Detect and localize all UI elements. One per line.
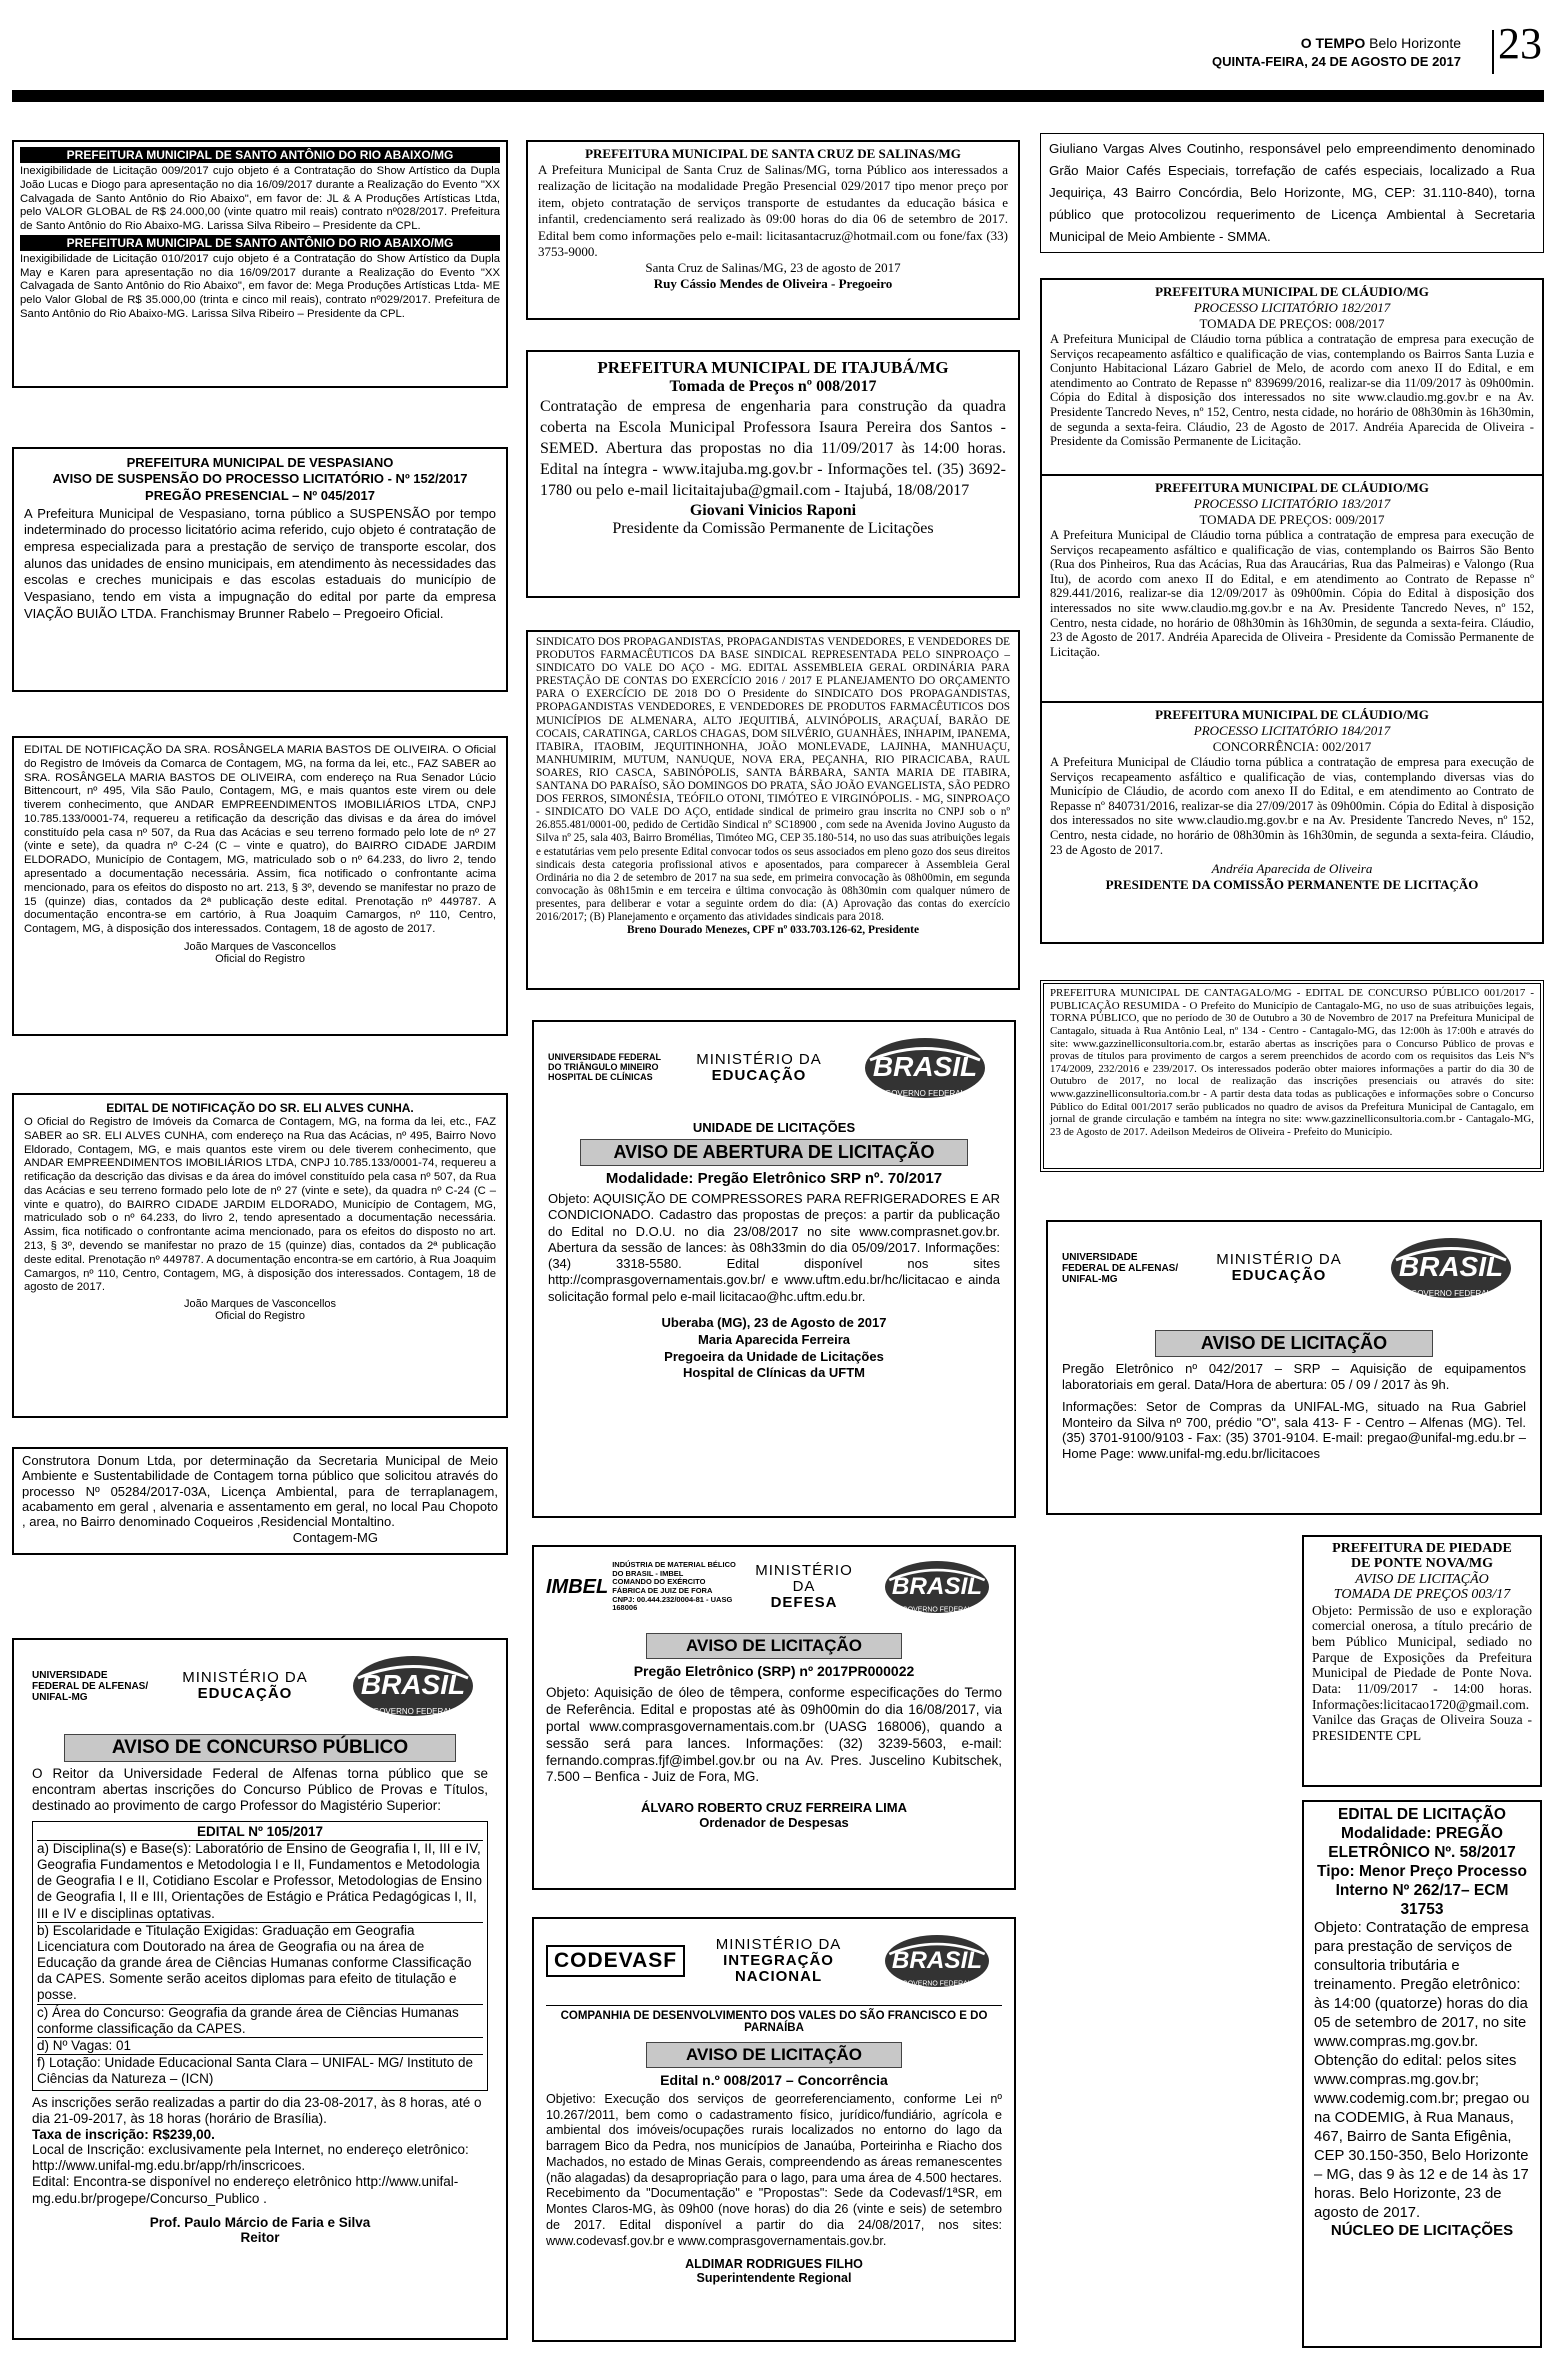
org-line: FÁBRICA DE JUIZ DE FORA — [612, 1586, 713, 1595]
signature-name: Andréia Aparecida de Oliveira — [1211, 861, 1373, 877]
ad-subtitle: PREGÃO PRESENCIAL – Nº 045/2017 — [145, 487, 375, 503]
logo-row — [546, 1925, 1002, 1997]
edital-table — [32, 1821, 488, 2091]
imbel-logo-icon: IMBEL — [546, 1575, 609, 1598]
item-d: d) Nº Vagas: 01 — [37, 2037, 483, 2054]
signature-name: ALDIMAR RODRIGUES FILHO — [685, 2257, 863, 2272]
processo: PROCESSO LICITATÓRIO 183/2017 — [1193, 496, 1391, 511]
header-divider — [1492, 30, 1494, 74]
signature-role: Superintendente Regional — [696, 2271, 852, 2286]
item-b: b) Escolaridade e Titulação Exigidas: Graduação em Geografia Licenciatura com Doutorado na área de Geografia ou na área de Educação da grande área de Ciências Humanas conforme Classificação da CAPES. Somente serão aceitos diplomas para efeito de titulação e posse. — [37, 1922, 483, 2004]
ad-body: Objeto: Permissão de uso e exploração comercial onerosa, a título precário de bem Público Municipal, sediado no Parque de Exposições da Prefeitura Municipal de Piedade de Ponte Nova. Data: 11/09/2017 - 14:00 horas. Informações:licitacao1720@gmail.com. Vanilce das Graças de Oliveira Souza - PRESIDENTE CPL — [1312, 1602, 1532, 1743]
brasil-logo-icon — [850, 1032, 1000, 1104]
ad-title: PREFEITURA MUNICIPAL DE CLÁUDIO/MG — [1155, 707, 1429, 722]
ad-santo-antonio — [12, 140, 508, 388]
ad-title: PREFEITURA MUNICIPAL DE ITAJUBÁ/MG — [597, 358, 949, 377]
svg-text:GOVERNO FEDERAL: GOVERNO FEDERAL — [884, 1089, 966, 1098]
signature-name: Giovani Vinicios Raponi — [689, 501, 857, 519]
ministry-label: MINISTÉRIO DA EDUCAÇÃO — [1216, 1251, 1342, 1284]
item-c: c) Área do Concurso: Geografia da grande área de Ciências Humanas conforme classificação da CAPES. — [37, 2004, 483, 2037]
ad-date: Uberaba (MG), 23 de Agosto de 2017 — [661, 1314, 887, 1330]
modalidade: CONCORRÊNCIA: 002/2017 — [1212, 739, 1372, 754]
ad-subtitle: AVISO DE LICITAÇÃO — [1355, 1571, 1489, 1587]
aviso-heading: AVISO DE ABERTURA DE LICITAÇÃO — [580, 1139, 969, 1166]
pregao: Pregão Eletrônico (SRP) nº 2017PR000022 — [633, 1663, 915, 1679]
modalidade: Modalidade: Pregão Eletrônico SRP nº. 70/2017 — [605, 1170, 943, 1187]
ad-body: A Prefeitura Municipal de Cláudio torna pública a contratação de empresa para execução de Serviços recapeamento asfáltico e qualificação de vias, contemplando diversas vias do Município de Cláudio, de acordo com anexo II do Edital, e em atendimento ao Contrato de Repasse nº 840731/2016, realizar-se dia 27/09/2017 às 09h00min. Cópia do Edital à disposição dos interessados no site www.claudio.mg.gov.br e na Av. Presidente Tancredo Neves, nº 152, Centro, nesta cidade, no horário de 08h30min às 16h30min, de segunda a sexta-feira. Cláudio, 23 de Agosto de 2017. — [1050, 755, 1534, 857]
university-name: UNIVERSIDADE FEDERAL DE ALFENAS/ UNIFAL-MG — [32, 1669, 149, 1703]
claudio-item — [1042, 476, 1542, 703]
aviso-heading: AVISO DE LICITAÇÃO — [1155, 1330, 1433, 1357]
ad-title: PREFEITURA MUNICIPAL DE CLÁUDIO/MG — [1155, 284, 1429, 299]
ad-title: PREFEITURA MUNICIPAL DE SANTO ANTÔNIO DO RIO ABAIXO/MG — [20, 235, 500, 251]
item-a: a) Disciplina(s) e Base(s): Laboratório de Ensino de Geografia I, II, III e IV, Geografia Fundamentos e Metodologia I e II, Fundamentos e Metodologia de Geografia I e II, Cotidiano Escolar e Professor, Metodologias de Ensino de Geografia I, II e III, Orientações de Estágio e Prática Pedagógicas I, II, III e IV e disciplinas optativas. — [37, 1840, 483, 1921]
processo: PROCESSO LICITATÓRIO 182/2017 — [1193, 300, 1391, 315]
ad-body: Pregão Eletrônico nº 042/2017 – SRP – Aquisição de equipamentos laboratoriais em geral. Data/Hora de abertura: 05 / 09 / 2017 às 9h. — [1062, 1361, 1526, 1392]
ad-unifal-pregao — [1046, 1220, 1542, 1515]
signature: NÚCLEO DE LICITAÇÕES — [1330, 2222, 1514, 2240]
ad-body: Contratação de empresa de engenharia para construção da quadra coberta na Escola Municipal Professora Isaura Pereira dos Santos - SEMED. Abertura das propostas no dia 11/09/2017 às 14:00 horas. Edital na íntegra - www.itajuba.mg.gov.br - Informações tel. (35) 3692-1780 ou pelo e-mail licitaitajuba@gmail.com - Itajubá, 18/08/2017 — [540, 398, 1006, 500]
signature: Contagem-MG — [292, 1529, 378, 1545]
svg-text:GOVERNO FEDERAL: GOVERNO FEDERAL — [372, 1707, 454, 1716]
brasil-logo-icon — [872, 1551, 1002, 1623]
ad-title: PREFEITURA MUNICIPAL DE VESPASIANO — [126, 455, 394, 470]
ministry-label: MINISTÉRIO DA EDUCAÇÃO — [696, 1051, 822, 1084]
org-line: COMANDO DO EXÉRCITO — [612, 1577, 706, 1587]
ministry-label: MINISTÉRIO DA DEFESA — [755, 1562, 853, 1611]
aviso-heading: AVISO DE LICITAÇÃO — [646, 1633, 901, 1659]
ad-body: Objeto: Contratação de empresa para prestação de serviços de consultoria tributária e treinamento. Pregão eletrônico: às 14:00 (quatorze) horas do dia 05 de setembro de 2017, no site www.compras.mg.gov.br. Obtenção do edital: pelos sites www.compras.mg.gov.br; www.codemig.com.br; pregao ou na CODEMIG, à Rua Manaus, 467, Bairro de Santa Efigênia, CEP 30.150-350, Belo Horizonte – MG, das 9 às 12 e de 14 às 17 horas. Belo Horizonte, 23 de agosto de 2017. — [1314, 1920, 1530, 2221]
ad-intro: O Reitor da Universidade Federal de Alfenas torna público que se encontram abertas inscrições do Concurso Público de Provas e Títulos, destinado ao provimento de cargo Professor do Magistério Superior: — [32, 1766, 488, 1814]
ad-edital-rosangela — [12, 736, 508, 1036]
ministry-label: MINISTÉRIO DA EDUCAÇÃO — [182, 1669, 308, 1702]
item-f: f) Lotação: Unidade Educacional Santa Clara – UNIFAL- MG/ Instituto de Ciências da Natureza – (ICN) — [37, 2054, 483, 2087]
ad-body: O Oficial do Registro de Imóveis da Comarca de Contagem, MG, na forma da lei, etc., FAZ SABER ao SR. ELI ALVES CUNHA, com endereço na Rua das Acácias, nº 495, Bairro Novo Eldorado, Contagem, MG, e mais quantos este virem ou dele tiverem conhecimento, que ANDAR EMPREENDIMENTOS IMOBILIÁRIOS LTDA, CNPJ 10.785.133/0001-74, requereu a retificação da descrição das divisas e da área do imóvel constituído pela casa nº 507, da Rua das Acácias e seu terreno formado pelo lote de nº 27 (vinte e sete), da quadra nº C-24 (C – vinte e quatro), do BAIRRO CIDADE JARDIM ELDORADO, Município de Contagem, MG, matriculado sob o nº 64.233, do livro 2, tendo apresentado a documentação necessária. Assim, fica notificado o confrontante acima mencionado, para os efeitos do disposto no art. 213, § 3º, devendo se manifestar no prazo de 15 (quinze) dias, contados da 2ª publicação deste edital. Prenotação nº 449787. A documentação encontra-se em cartório, à Rua Joaquim Camargos, nº 110, Centro, Contagem, MG, à disposição dos interessados. Contagem, 18 de agosto de 2017. — [24, 1116, 496, 1294]
ad-cantagalo — [1040, 980, 1544, 1172]
logo-row — [32, 1646, 488, 1726]
signature-role: PRESIDENTE DA COMISSÃO PERMANENTE DE LICITAÇÃO — [1105, 877, 1479, 893]
ad-piedade — [1302, 1535, 1542, 1787]
ad-uftm — [532, 1020, 1016, 1518]
taxa: Taxa de inscrição: R$239,00. — [32, 2126, 215, 2142]
ad-donum — [12, 1447, 508, 1555]
ad-body: Construtora Donum Ltda, por determinação da Secretaria Municipal de Meio Ambiente e Sustentabilidade de Contagem torna público que solicitou através do processo Nº 05284/2017-03A, Licença Ambiental, para de terraplanagem, acabamento em geral , alvenaria e assentamento em geral, no local Pau Chopoto , area, no Bairro denominado Coqueiros ,Residencial Montaltino. — [22, 1453, 498, 1530]
ad-codemig — [1302, 1800, 1542, 2348]
ad-body: Inexigibilidade de Licitação 009/2017 cujo objeto é a Contratação do Show Artístico da Dupla João Lucas e Diogo para apresentação no dia 16/09/2017 durante a Realização do Evento "XX Calvagada de Santo Antônio do Rio Abaixo", em favor de: JL & A Produções Artísticas Ltda, pelo VALOR GLOBAL de R$ 24.000,00 (vinte quatro mil reais) contrato nº028/2017. Prefeitura de Santo Antônio do Rio Abaixo-MG. Larissa Silva Ribeiro – Presidente da CPL. — [20, 165, 500, 233]
ad-body: PREFEITURA MUNICIPAL DE CANTAGALO/MG - EDITAL DE CONCURSO PÚBLICO 001/2017 - PUBLICAÇÃO RESUMIDA - O Prefeito do Município de Cantagalo-MG, no uso de suas atribuições legais, TORNA PÚBLICO, que no período de 30 de Outubro a 30 de Novembro de 2017 na Prefeitura Municipal de Cantagalo, situada à Rua Antônio Leal, nº 134 - Centro - Cantagalo-MG, das 12:00h às 17:00h e através do site: www.gazzinelliconsultoria.com.br, estarão abertas as inscrições para o Concurso Público de provas e provas de títulos para provimento de cargos a serem preenchidos de acordo com os requisitos das Leis Nºs 174/2009, 232/2016 e 239/2017. Os interessados poderão obter maiores informações a partir do dia 30 de Outubro de 2017, no local de realização das inscrições presenciais ou através do site: www.gazzinelliconsultoria.com.br - A partir desta data todas as publicações e informações sobre o Concurso Público do Edital 001/2017 serão publicados no quadro de avisos da Prefeitura Municipal de Cantagalo, em jornal de grande circulação e também na íntegra no site: www.gazzinelliconsultoria.com.br - Cantagalo-MG, 23 de Agosto de 2017. Adeilson Medeiros de Oliveira - Prefeito do Município. — [1050, 987, 1534, 1139]
svg-text:BRASIL: BRASIL — [891, 1946, 983, 1974]
ad-imbel — [532, 1545, 1016, 1890]
signature-role: Oficial do Registro — [215, 1310, 305, 1323]
svg-text:GOVERNO FEDERAL: GOVERNO FEDERAL — [902, 1606, 972, 1614]
university-name: UNIVERSIDADE FEDERAL DO TRIÂNGULO MINEIRO HOSPITAL DE CLÍNICAS — [548, 1052, 661, 1082]
brasil-logo-icon — [338, 1650, 488, 1722]
ad-info: Informações: Setor de Compras da UNIFAL-MG, situado na Rua Gabriel Monteiro da Silva nº 700, prédio "O", sala 413- F - Centro – Alfenas (MG). Tel. (35) 3701-9100/9103 - Fax: (35) 3701-9104. E-mail: pregao@unifal-mg.edu.br – Home Page: www.unifal-mg.edu.br/licitacoes — [1062, 1398, 1526, 1462]
ad-itajuba — [526, 350, 1020, 598]
ad-title: PREFEITURA MUNICIPAL DE SANTA CRUZ DE SALINAS/MG — [585, 146, 961, 161]
ad-title: EDITAL DE NOTIFICAÇÃO DO SR. ELI ALVES CUNHA. — [106, 1101, 414, 1115]
ministry-label: MINISTÉRIO DA INTEGRAÇÃO NACIONAL — [715, 1936, 842, 1985]
signature-role: Oficial do Registro — [215, 952, 305, 965]
edital-number: Edital n.º 008/2017 – Concorrência — [660, 2072, 888, 2088]
ad-title: DE PONTE NOVA/MG — [1350, 1556, 1494, 1572]
ad-body: Objeto: Aquisição de óleo de têmpera, conforme especificações do Termo de Referência. Edital e propostas até às 09h00min do dia 16/08/2017, via portal www.comprasgovernamentais.com.br (UASG 168006), quando a sessão será para lances. Informações: (32) 3239-5603, e-mail: fernando.compras.fjf@imbel.gov.br ou na Av. Pres. Juscelino Kubitschek, 7.500 – Benfica - Juiz de Fora, MG. — [546, 1685, 1002, 1785]
svg-text:BRASIL: BRASIL — [872, 1051, 978, 1082]
ad-claudio — [1040, 278, 1544, 944]
ad-body: A Prefeitura Municipal de Vespasiano, torna público a SUSPENSÃO por tempo indeterminado do processo licitatório acima referido, cujo objeto é contratação de empresa especializada para a prestação de serviço de transporte escolar, dos alunos das unidades de ensino municipais, em atendimento às necessidades das escolas e creches municipais e das escolas estaduais do município de Vespasiano, tendo em vista a impugnação do edital por parte da empresa VIAÇÃO BUIÃO LTDA. Franchismay Brunner Rabelo – Pregoeiro Oficial. — [24, 505, 496, 621]
ad-title: PREFEITURA MUNICIPAL DE CLÁUDIO/MG — [1155, 480, 1429, 495]
ad-title: EDITAL DE LICITAÇÃO Modalidade: PREGÃO ELETRÔNICO Nº. 58/2017 Tipo: Menor Preço Processo Interno Nº 262/17– ECM 31753 — [1317, 1806, 1527, 1918]
signature-name: ÁLVARO ROBERTO CRUZ FERREIRA LIMA — [640, 1800, 907, 1816]
ad-giuliano — [1040, 133, 1544, 253]
local-inscricao: Local de Inscrição: exclusivamente pela Internet, no endereço eletrônico: http://www.unifal-mg.edu.br/app/rh/inscricoes. — [32, 2141, 469, 2174]
ad-date: Santa Cruz de Salinas/MG, 23 de agosto de 2017 — [645, 260, 901, 276]
paper-name: O TEMPO — [1300, 35, 1366, 51]
ad-body: A Prefeitura Municipal de Cláudio torna pública a contratação de empresa para execução de Serviços recapeamento asfáltico e qualificação de vias, contemplando os Bairros Santa Luzia e Conjunto Habitacional Lázaro Gabriel de Melo, de acordo com anexo II do Edital, e em atendimento ao Contrato de Repasse nº 839699/2016, realizar-se dia 11/09/2017 às 09h00min. Cópia do Edital à disposição dos interessados no site www.claudio.mg.gov.br e na Av. Presidente Tancredo Neves, nº 152, Centro, nesta cidade, no horário de 08h30min às 16h30min, de segunda a sexta-feira. Cláudio, 23 de Agosto de 2017. Andréia Aparecida de Oliveira - Presidente da Comissão Permanente de Licitação. — [1050, 332, 1534, 449]
brasil-logo-icon — [1376, 1232, 1526, 1304]
unit-label: UNIDADE DE LICITAÇÕES — [692, 1120, 856, 1135]
modalidade: TOMADA DE PREÇOS: 009/2017 — [1199, 512, 1385, 527]
aviso-heading: AVISO DE LICITAÇÃO — [646, 2042, 901, 2068]
svg-text:GOVERNO FEDERAL: GOVERNO FEDERAL — [1410, 1289, 1492, 1298]
signature-role: Ordenador de Despesas — [699, 1815, 849, 1831]
paper-date: QUINTA-FEIRA, 24 DE AGOSTO DE 2017 — [1212, 53, 1461, 69]
org-line: CNPJ: 00.444.232/0004-81 - UASG 168006 — [612, 1594, 733, 1613]
ad-body: A Prefeitura Municipal de Santa Cruz de Salinas/MG, torna Público aos interessados a realização de licitação na modalidade Pregão Presencial 029/2017 tipo menor preço por item, objeto contratação de serviços transporte de estudantes da educação básica e infantil, credenciamento será realizado às 09:00 horas do dia 06 de setembro de 2017. Edital bem como informações pelo e-mail: licitasantacruz@hotmail.com ou fone/fax (33) 3753-9000. — [538, 162, 1008, 259]
modalidade: TOMADA DE PREÇOS: 008/2017 — [1199, 316, 1385, 331]
svg-text:BRASIL: BRASIL — [360, 1669, 466, 1700]
signature-name: João Marques de Vasconcellos — [183, 1298, 337, 1311]
signature-role: Pregoeira da Unidade de Licitações — [664, 1348, 884, 1364]
ad-subtitle: TOMADA DE PREÇOS 003/17 — [1333, 1587, 1511, 1603]
logo-row — [1062, 1228, 1526, 1308]
svg-text:GOVERNO FEDERAL: GOVERNO FEDERAL — [902, 1980, 972, 1988]
ad-body: Objeto: AQUISIÇÃO DE COMPRESSORES PARA REFRIGERADORES E AR CONDICIONADO. Cadastro das propostas de preços: a partir da publicação do Edital no D.O.U. no dia 23/08/2017 no site www.comprasnet.gov.br. Abertura da sessão de lances: às 08h33min do dia 05/09/2017. Informações: (34) 3318-5580. Edital disponível nos sites http://comprasgovernamentais.gov.br/ e www.uftm.edu.br/hc/licitacao e ainda solicitação formal pelo e-mail licitacao@hc.uftm.edu.br. — [548, 1191, 1000, 1304]
signature-name: João Marques de Vasconcellos — [183, 940, 337, 953]
header-rule — [12, 90, 1544, 102]
logo-row — [548, 1028, 1000, 1108]
ad-vespasiano — [12, 447, 508, 692]
paper-city: Belo Horizonte — [1369, 35, 1461, 51]
edital-number: EDITAL Nº 105/2017 — [37, 1824, 483, 1841]
signature-name: Maria Aparecida Ferreira — [698, 1331, 850, 1347]
ad-body: EDITAL DE NOTIFICAÇÃO DA SRA. ROSÂNGELA MARIA BASTOS DE OLIVEIRA. O Oficial do Registro de Imóveis da Comarca de Contagem, MG, na forma da lei, etc., FAZ SABER ao SRA. ROSÂNGELA MARIA BASTOS DE OLIVEIRA, com endereço na Rua Senador Lúcio Bittencourt, nº 495, Vila São Paulo, Contagem, MG, e mais quantos este virem ou dele tiverem conhecimento, que ANDAR EMPREENDIMENTOS IMOBILIÁRIOS LTDA, CNPJ 10.785.133/0001-74, requereu a retificação da descrição das divisas e da área do imóvel constituído pela casa nº 507, da Rua das Acácias e seu terreno formado pelo lote de nº 27 (vinte e sete), da quadra nº C-24 (C – vinte e quatro), do BAIRRO CIDADE JARDIM ELDORADO, Município de Contagem, MG, matriculado sob o nº 64.233, do livro 2, tendo apresentado a documentação necessária. Assim, fica notificado o confrontante acima mencionado, para os efeitos do disposto no art. 213, § 3º, devendo se manifestar no prazo de 15 (quinze) dias, contados da 2ª publicação deste edital. Prenotação nº 449787. A documentação encontra-se em cartório, à Rua Joaquim Camargos, nº 110, Centro, Contagem, MG, à disposição dos interessados. Contagem, 18 de agosto de 2017. — [24, 744, 496, 936]
signature-org: Hospital de Clínicas da UFTM — [682, 1365, 866, 1381]
inscricoes: As inscrições serão realizadas a partir do dia 23-08-2017, às 8 horas, até o dia 21-09-2017, às 18 horas (horário de Brasília). — [32, 2094, 482, 2126]
ad-body: Inexigibilidade de Licitação 010/2017 cujo objeto é a Contratação do Show Artístico da Dupla May e Karen para apresentação no dia 16/09/2017 durante a Realização do Evento "XX Calvagada de Santo Antônio do Rio Abaixo", em favor de: Mega Produções Artísticas Ltda- ME pelo Valor Global de R$ 35.000,00 (trinta e cinco mil reais), contrato nº029/2017. Prefeitura de Santo Antônio do Rio Abaixo-MG. Larissa Silva Ribeiro – Presidente da CPL. — [20, 252, 500, 321]
ad-body: Objetivo: Execução dos serviços de georreferenciamento, conforme Lei nº 10.267/2011, bem como o cadastramento físico, jurídico/fundiário, agrícola e ambiental dos imóveis/ocupações rurais localizados no entorno do lago da barragem Bico da Pedra, nos municípios de Janaúba, Porteirinha e Riacho dos Machados, no estado de Minas Gerais, compreendendo as áreas remanescentes (não alagadas) da desapropriação para o lago, para uma área de 4.500 hectares. Recebimento da "Documentação" e "Propostas": Sede da Codevasf/1ªSR, em Montes Claros-MG, às 09h00 (nove horas) do dia 26 (vinte e seis) de setembro de 2017. Edital disponível a partir do dia 24/08/2017, nos sites: www.codevasf.gov.br e www.comprasgovernamentais.gov.br. — [546, 2092, 1002, 2248]
signature-role: Presidente da Comissão Permanente de Licitações — [612, 519, 934, 537]
logo-row — [546, 1553, 1002, 1621]
ad-sinproaco — [526, 630, 1020, 990]
page-number: 23 — [1498, 19, 1542, 68]
org-line: INDÚSTRIA DE MATERIAL BÉLICO DO BRASIL - IMBEL — [612, 1560, 736, 1578]
edital-disponivel: Edital: Encontra-se disponível no endereço eletrônico http://www.unifal-mg.edu.br/progepe/Concurso_Publico . — [32, 2174, 459, 2206]
ad-edital-eli — [12, 1093, 508, 1418]
brasil-logo-icon — [872, 1925, 1002, 1997]
ad-body: SINDICATO DOS PROPAGANDISTAS, PROPAGANDISTAS VENDEDORES, E VENDEDORES DE PRODUTOS FARMACÊUTICOS DA BASE SINDICAL REPRESENTADA PELO SINPROAÇO – SINDICATO DO VALE DO AÇO - MG. EDITAL ASSEMBLEIA GERAL ORDINÁRIA PARA PRESTAÇÃO DE CONTAS DO EXERCÍCIO 2016 / 2017 E PLANEJAMENTO DO ORÇAMENTO PARA O EXERCÍCIO DE 2018 DO O Presidente do SINDICATO DOS PROPAGANDISTAS, PROPAGANDISTAS VENDEDORES, E VENDEDORES DE PRODUTOS FARMACÊUTICOS DOS MUNICÍPIOS DE ALMENARA, ALTO JEQUITIBÁ, ALVINÓPOLIS, ARAÇUAÍ, BARÃO DE COCAIS, CARATINGA, CARLOS CHAGAS, DOM SILVÉRIO, GUANHÃES, INHAPIM, IPANEMA, ITABIRA, ITAOBIM, JEQUITINHONHA, JOÃO MONLEVADE, LAJINHA, MANHUAÇU, MANHUMIRIM, MUTUM, NANUQUE, NOVA ERA, PEÇANHA, RIO PIRACICABA, RAUL SOARES, RIO CASCA, SABINÓPOLIS, SANTA BÁRBARA, SANTA MARIA DE ITABIRA, SANTANA DO PARAÍSO, SÃO DOMINGOS DO PRATA, SÃO JOÃO EVANGELISTA, SÃO PEDRO DOS FERROS, SIMONÉSIA, TEÓFILO OTONI, TIMÓTEO E VIRGINÓPOLIS. - MG, SINPROAÇO - SINDICATO DO VALE DO AÇO, entidade sindical de primeiro grau inscrita no CNPJ sob o nº 26.855.481/0001-00, pedido de Certidão Sindical nº SC18900 , com sede na Avenida Jovino Augusto da Silva nº 25, sala 403, Bairro Bromélias, Timóteo MG, CEP 35.180-514, no uso das suas atribuições legais e estatutárias vem pelo presente Edital convocar todos os seus associados em pleno gozo dos seus direitos sindicais desta categoria profissional ativos e aposentados, para comparecer à Assembleia Geral Ordinária no dia 2 de setembro de 2017 na sua sede, em primeira convocação às 08h00min, em segunda convocação às 08h15min e em terceira e última convocação às 08h30min com qualquer número de presentes, para deliberar e votar a seguinte ordem do dia: (A) Aprovação das contas do exercício 2016/2017; (B) Planejamento e orçamento das atividades sindicais para 2018. — [536, 636, 1010, 923]
ad-unifal-concurso — [12, 1638, 508, 2340]
signature-role: Reitor — [240, 2229, 280, 2245]
signature: Ruy Cássio Mendes de Oliveira - Pregoeiro — [653, 276, 893, 292]
signature: Breno Dourado Menezes, CPF nº 033.703.126-62, Presidente — [626, 924, 920, 937]
ad-body: A Prefeitura Municipal de Cláudio torna pública a contratação de empresa para execução de Serviços recapeamento asfáltico e qualificação de vias, contemplando os Bairros São Bento (Rua dos Pinheiros, Rua das Acácias, Rua das Araucárias, Rua das Palmeiras) e Valongo (Rua Itu), de acordo com anexo II do Edital, e em atendimento ao Contrato de Repasse nº 829.441/2016, realizar-se dia 12/09/2017 às 09h00min. Cópia do Edital à disposição dos interessados no site www.claudio.mg.gov.br e na Av. Presidente Tancredo Neves, nº 152, Centro, nesta cidade, no horário de 08h30min às 16h30min, de segunda a sexta-feira. Cláudio, 23 de Agosto de 2017. Andréia Aparecida de Oliveira - Presidente da Comissão Permanente de Licitação. — [1050, 528, 1534, 659]
svg-text:BRASIL: BRASIL — [1398, 1251, 1504, 1282]
signature-name: Prof. Paulo Márcio de Faria e Silva — [149, 2214, 371, 2230]
ad-body: Giuliano Vargas Alves Coutinho, responsável pelo empreendimento denominado Grão Maior Cafés Especiais, torrefação de cafés especiais, localizado a Rua Jequiriça, 43 Bairro Concórdia, Belo Horizonte, MG, CEP: 31.110-840), torna público que protocolizou requerimento de Licença Ambiental à Secretaria Municipal de Meio Ambiente - SMMA. — [1049, 141, 1535, 244]
svg-text:BRASIL: BRASIL — [891, 1572, 983, 1600]
aviso-heading: AVISO DE CONCURSO PÚBLICO — [64, 1734, 456, 1762]
processo: PROCESSO LICITATÓRIO 184/2017 — [1193, 723, 1391, 738]
ad-codevasf — [532, 1917, 1016, 2342]
ad-title: PREFEITURA MUNICIPAL DE SANTO ANTÔNIO DO RIO ABAIXO/MG — [20, 147, 500, 163]
ad-subtitle: AVISO DE SUSPENSÃO DO PROCESSO LICITATÓRIO - Nº 152/2017 — [52, 471, 468, 487]
page-header — [0, 0, 1556, 95]
codevasf-logo-icon: CODEVASF — [546, 1945, 685, 1977]
claudio-item — [1042, 280, 1542, 476]
claudio-item — [1042, 703, 1542, 897]
ad-title: PREFEITURA DE PIEDADE — [1332, 1541, 1512, 1556]
ad-salinas — [526, 140, 1020, 320]
ad-subtitle: Tomada de Preços nº 008/2017 — [669, 378, 877, 395]
university-name: UNIVERSIDADE FEDERAL DE ALFENAS/ UNIFAL-MG — [1062, 1251, 1179, 1285]
company-name: COMPANHIA DE DESENVOLVIMENTO DOS VALES DO SÃO FRANCISCO E DO PARNAÍBA — [546, 2005, 1002, 2034]
